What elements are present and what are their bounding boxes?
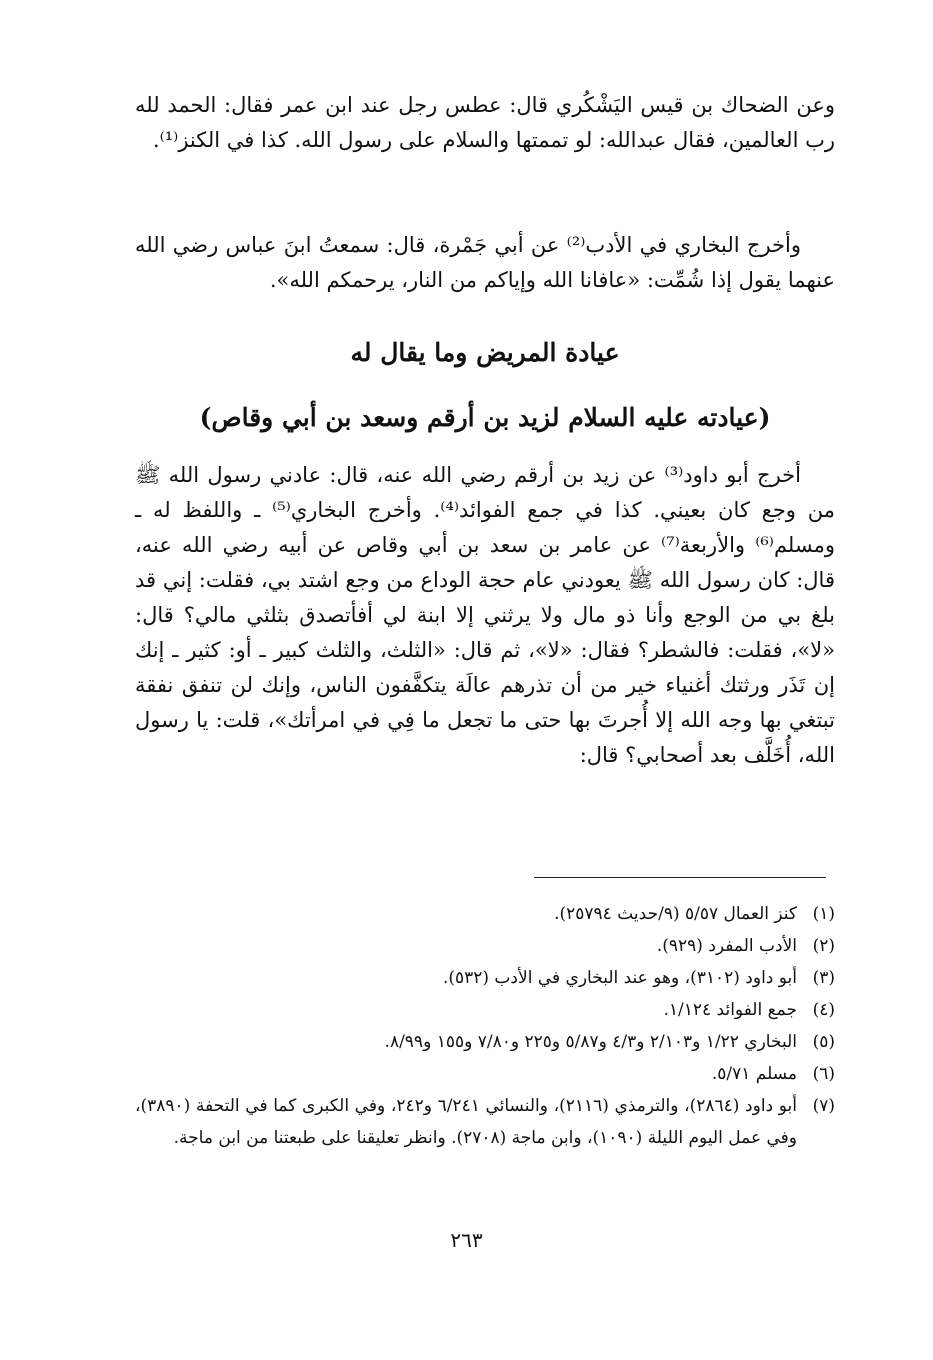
footnote-7 [135,1090,835,1154]
paragraph-2 [135,228,835,298]
footnote-number: (١) [812,904,835,924]
footnote-number: (٣) [812,968,835,988]
footnote-number: (٢) [812,936,835,956]
footnote-text: أبو داود (٣١٠٢)، وهو عند البخاري في الأدب (٥٣٢). [442,968,797,988]
footnote-text: الأدب المفرد (٩٢٩). [656,936,797,956]
footnote-number: (٧) [812,1096,835,1116]
paragraph-1 [135,88,835,158]
footnote-number: (٤) [812,1000,835,1020]
footnote-text: البخاري ١/٢٢ و٢/١٠٣ و٤/٣ و٥/٨٧ و٢٢٥ و٧/٨٠ و١٥٥ و٨/٩٩. [384,1032,797,1052]
footnote-3 [135,962,835,994]
paragraph-1-text: وعن الضحاك بن قيس اليَشْكُري قال: عطس رجل عند ابن عمر فقال: الحمد لله رب العالمين، فقال عبدالله: لو تممتها والسلام على رسول الله. كذا في الكنز⁽¹⁾. [135,93,835,152]
footnote-number: (٥) [812,1032,835,1052]
footnote-5 [135,1026,835,1058]
page-number: ٢٦٣ [450,1228,483,1252]
paragraph-3-text: أخرج أبو داود⁽³⁾ عن زيد بن أرقم رضي الله عنه، قال: عادني رسول الله ﷺ من وجع كان بعيني. كذا في جمع الفوائد⁽⁴⁾. وأخرج البخاري⁽⁵⁾ ـ واللفظ له ـ ومسلم⁽⁶⁾ والأربعة⁽⁷⁾ عن عامر بن سعد بن أبي وقاص عن أبيه رضي الله عنه، قال: كان رسول الله ﷺ يعودني عام حجة الوداع من وجع اشتد بي، فقلت: إني قد بلغ بي من الوجع وأنا ذو مال ولا يرثني إلا ابنة لي أفأتصدق بثلثي مالي؟ قال: «لا»، فقلت: فالشطر؟ فقال: «لا»، ثم قال: «الثلث، والثلث كبير ـ أو: كثير ـ إنك إن تَذَر ورثتك أغنياء خير من أن تذرهم عالَة يتكفَّفون الناس، وإنك لن تنفق نفقة تبتغي بها وجه الله إلا أُجرتَ بها حتى ما تجعل ما فِي في امرأتك»، قلت: يا رسول الله، أُخَلَّف بعد أصحابي؟ قال: [135,463,835,767]
footnote-6 [135,1058,835,1090]
footnote-separator [534,877,826,878]
footnote-1 [135,898,835,930]
footnote-text: جمع الفوائد ١/١٢٤. [663,1000,797,1020]
footnote-text: أبو داود (٢٨٦٤)، والترمذي (٢١١٦)، والنسائي ٦/٢٤١ و٢٤٢، وفي الكبرى كما في التحفة (٣٨٩٠)، وفي عمل اليوم الليلة (١٠٩٠)، وابن ماجة (٢٧٠٨). وانظر تعليقنا على طبعتنا من ابن ماجة. [135,1096,797,1148]
footnote-4 [135,994,835,1026]
footnote-text: مسلم ٥/٧١. [711,1064,797,1084]
footnote-number: (٦) [812,1064,835,1084]
footnotes [135,898,835,1154]
paragraph-3 [135,458,835,773]
footnote-text: كنز العمال ٥/٥٧ (٩/حديث ٢٥٧٩٤). [554,904,797,924]
paragraph-2-text: وأخرج البخاري في الأدب⁽²⁾ عن أبي جَمْرة، قال: سمعتُ ابنَ عباس رضي الله عنهما يقول إذا شُمِّت: «عافانا الله وإياكم من النار، يرحمكم الله». [135,233,835,292]
footnote-2 [135,930,835,962]
section-heading: عيادة المريض وما يقال له [350,338,620,367]
subsection-heading: (عيادته عليه السلام لزيد بن أرقم وسعد بن أبي وقاص) [199,403,771,432]
